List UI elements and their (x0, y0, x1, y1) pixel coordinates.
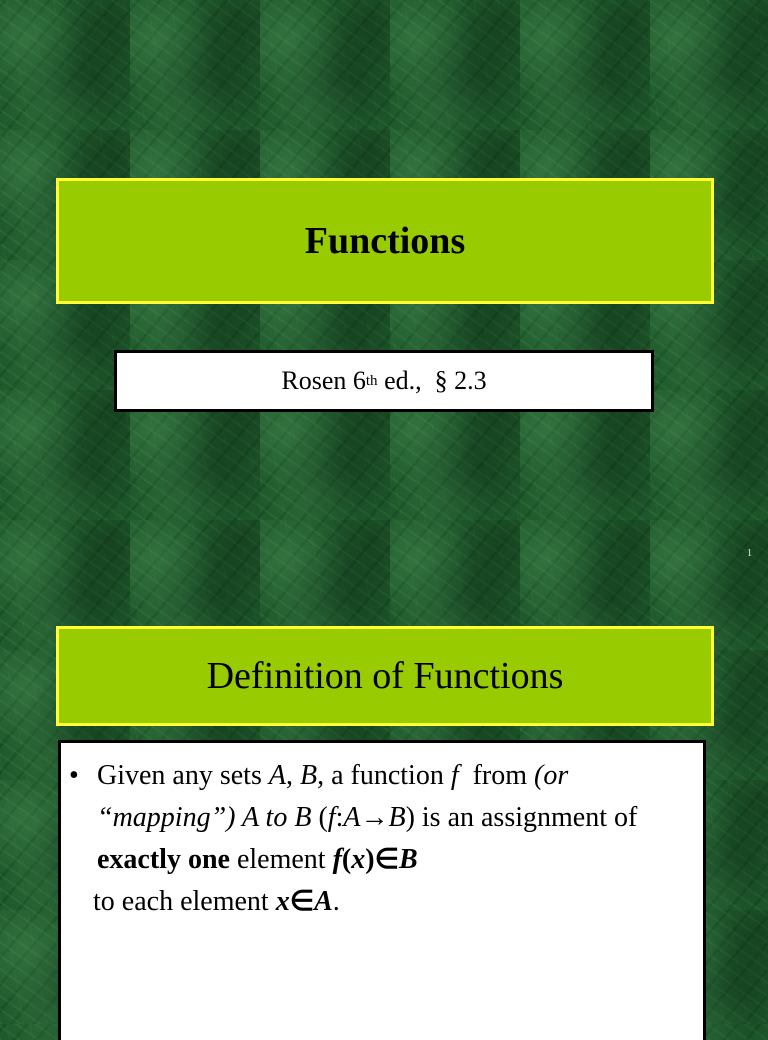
function-f: f (450, 760, 459, 791)
reference-superscript: th (365, 372, 378, 389)
page-number: 1 (747, 548, 752, 559)
slide-title-box (56, 178, 714, 304)
set-a: A (268, 760, 286, 791)
reference-box (114, 350, 654, 412)
text-segment: ( (311, 802, 328, 833)
bullet-item (69, 755, 677, 881)
slide-2 (0, 512, 768, 1024)
text-segment: ( (341, 844, 352, 875)
set-b: B (398, 844, 418, 875)
set-b: B (299, 760, 318, 791)
text-segment: , a function (317, 760, 451, 791)
slide-title: Definition of Functions (206, 655, 564, 697)
reference-prefix: Rosen 6 (281, 366, 366, 395)
text-segment: from (458, 760, 535, 791)
text-segment: : (335, 802, 344, 833)
text-segment: element (229, 844, 333, 875)
function-f: f (327, 802, 336, 833)
text-segment: to each element (93, 886, 276, 917)
mapping-phrase: (or “mapping”) A to B (97, 760, 569, 833)
variable-x: x (351, 844, 366, 875)
definition-content (58, 740, 706, 1040)
element-of-symbol: ∈ (289, 886, 315, 917)
text-segment: ) is an assignment of (405, 802, 638, 833)
text-segment: Given any sets (97, 760, 269, 791)
text-segment: . (332, 886, 340, 917)
function-f: f (332, 844, 342, 875)
slide-title: Functions (304, 220, 466, 262)
reference-suffix: ed., § 2.3 (377, 366, 487, 395)
element-of-symbol: )∈ (365, 844, 399, 875)
arrow-symbol: → (360, 802, 389, 833)
variable-x: x (275, 886, 290, 917)
set-b: B (388, 802, 406, 833)
set-a: A (343, 802, 361, 833)
set-a: A (314, 886, 333, 917)
bullet-icon: • (69, 760, 79, 791)
text-segment: , (285, 760, 300, 791)
slide-title-box (56, 626, 714, 726)
bullet-text (97, 755, 677, 881)
emphasis-exactly-one: exactly one (97, 844, 230, 875)
bullet-continuation (69, 881, 677, 923)
